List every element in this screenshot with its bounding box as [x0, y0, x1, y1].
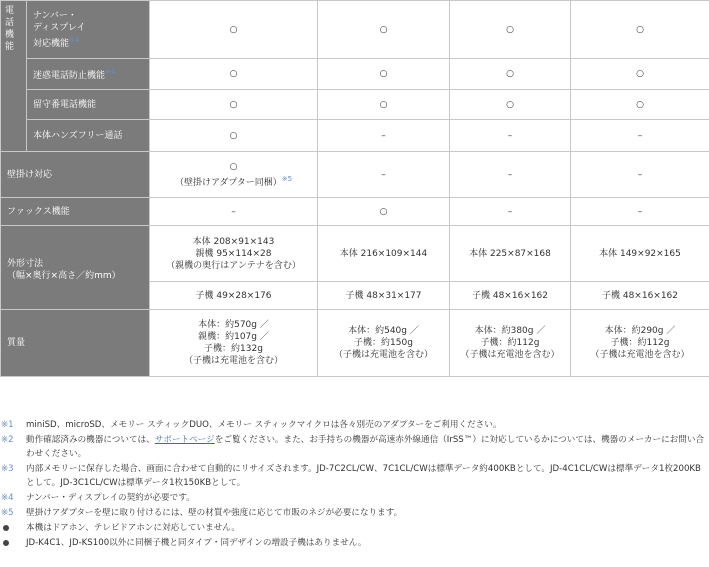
group-phone-functions	[1, 1, 27, 152]
cell: 子機 48×16×162	[450, 282, 571, 310]
cell: ○	[450, 1, 571, 59]
label-number-display: ナンバー・ ディスプレイ 対応機能$^{※4}$	[27, 1, 150, 59]
label-dimensions: 外形寸法 （幅×奥行×高さ／約mm）	[1, 226, 150, 310]
cell: ○	[318, 59, 450, 90]
cell: –	[571, 120, 709, 152]
label-handsfree: 本体ハンズフリー通話	[27, 120, 150, 152]
cell: ○ （壁掛けアダプター同梱）$^{※5}$	[150, 152, 318, 198]
cell: ○	[150, 59, 318, 90]
row-wall-mount	[1, 152, 709, 198]
bullet-icon	[3, 540, 9, 546]
cell: –	[318, 152, 450, 198]
label-anti-spam: 迷惑電話防止機能$^{※4}$	[27, 59, 150, 90]
cell: ○	[318, 90, 450, 120]
cell: 本体：約380g ／ 子機：約112g （子機は充電池を含む）	[450, 310, 571, 377]
note-ref-4[interactable]: ※4	[105, 68, 116, 76]
row-fax	[1, 198, 709, 226]
footnote-5: ※5 壁掛けアダプターを壁に取り付けるには、壁の材質や強度に応じて市販のネジが必要になります。	[1, 508, 403, 518]
label-answering: 留守番電話機能	[27, 90, 150, 120]
row-anti-spam	[1, 59, 709, 90]
cell: 本体：約290g ／ 子機：約112g （子機は充電池を含む）	[571, 310, 709, 377]
cell: 本体 208×91×143 親機 95×114×28 （親機の奥行はアンテナを含む）	[150, 226, 318, 282]
cell: –	[450, 152, 571, 198]
footnote-3: ※3 内部メモリーに保存した場合、画面に合わせて自動的にリサイズされます。JD-7C2CL/CW、7C1CL/CWは標準データ約400KBとして。JD-4C1CL/CWは標準データ1枚200KBとして。JD-3C1CL/CWは標準データ1枚150KBとして。	[1, 464, 701, 488]
bullet-note-1: 本機はドアホン、テレビドアホンに対応していません。	[0, 521, 709, 535]
cell: 本体 216×109×144	[318, 226, 450, 282]
cell: 本体 149×92×165	[571, 226, 709, 282]
cell: ○	[450, 90, 571, 120]
footnote-2: ※2 動作確認済みの機器については、サポートページをご覧ください。また、お手持ちの機器が高速赤外線通信（IrSS™）に対応しているかについては、機器のメーカーにお問い合わせください。	[1, 435, 705, 459]
note-ref-4[interactable]: ※4	[69, 35, 80, 44]
cell: 子機 48×31×177	[318, 282, 450, 310]
cell: –	[450, 198, 571, 226]
cell: ○	[318, 198, 450, 226]
cell: ○	[150, 90, 318, 120]
note-ref-5[interactable]: ※5	[281, 174, 293, 183]
cell: –	[150, 198, 318, 226]
cell: –	[450, 120, 571, 152]
row-dimensions-main	[1, 226, 709, 282]
cell: ○	[318, 1, 450, 59]
cell: 本体：約540g ／ 子機：約150g （子機は充電池を含む）	[318, 310, 450, 377]
support-page-link[interactable]: サポートページ	[154, 435, 215, 445]
cell: –	[571, 198, 709, 226]
row-weight	[1, 310, 709, 377]
cell: ○	[150, 1, 318, 59]
cell: ○	[571, 59, 709, 90]
bullet-icon	[3, 525, 9, 531]
footnote-1: ※1 miniSD、microSD、メモリー スティックDUO、メモリー スティックマイクロは各々別売のアダプターをご利用ください。	[1, 420, 502, 430]
group-phone-label: 電 話 機 能	[5, 6, 15, 52]
cell: –	[318, 120, 450, 152]
label-weight: 質量	[1, 310, 150, 377]
cell: ○	[150, 120, 318, 152]
label-fax: ファックス機能	[1, 198, 150, 226]
cell: ○	[571, 90, 709, 120]
footnote-4: ※4 ナンバー・ディスプレイの契約が必要です。	[1, 493, 195, 503]
bullet-note-2: JD-K4C1、JD-KS100以外に同梱子機と同タイプ・同デザインの増設子機はありません。	[0, 536, 709, 550]
footnotes	[0, 418, 709, 551]
cell: 本体 225×87×168	[450, 226, 571, 282]
label-wall-mount: 壁掛け対応	[1, 152, 150, 198]
cell: –	[571, 152, 709, 198]
cell: 子機 49×28×176	[150, 282, 318, 310]
cell: ○	[450, 59, 571, 90]
row-number-display	[1, 1, 709, 59]
cell: ○	[571, 1, 709, 59]
row-answering	[1, 90, 709, 120]
row-handsfree	[1, 120, 709, 152]
cell: 本体：約570g ／ 親機：約107g ／ 子機：約132g （子機は充電池を含む）	[150, 310, 318, 377]
cell: 子機 48×16×162	[571, 282, 709, 310]
